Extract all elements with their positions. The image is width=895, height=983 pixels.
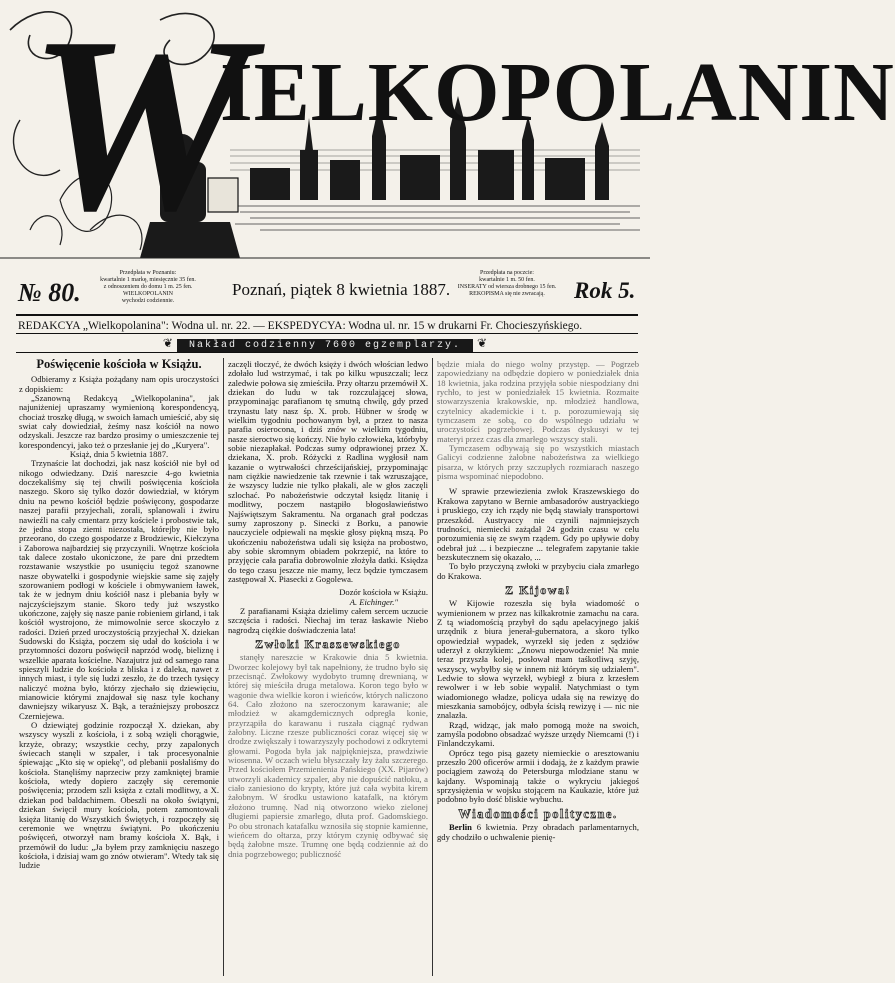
article-heading: Poświęcenie kościoła w Książu. (36, 357, 202, 371)
issue-info-row (0, 266, 650, 310)
signature-line: Dozór kościoła w Książu. (339, 587, 428, 598)
paragraph: będzie miała do niego wolny przystęp. — Pogrzeb zapowiedziany na odbędzie dopiero w poniedziałek dnia 18 kwietnia, jaka rodzina przyjęła sobie niespodziany dni rychło, to jest w poniedziałek 15 kwietnia. Rozmaite stowarzyszenia krakowskie, np. młodzież handlowa, czytelnicy akademickie i t. p. porozumiewają się tymczasem ze sobą, co do wspólnego udziału w uroczystości pogrzebowej. Podczas dyskusyi w tej materyi przez czas dla zmarłego wszyscy stali. (437, 359, 639, 444)
paragraph: W Kijowie rozeszła się była wiadomość o wymienionem w przez nas kilkakrotnie zamachu na cara. Z tą wiadomością przybył do sądu apelacyjnego jakiś urzędnik z biura jenerał-gubernatora, a skoro tylko opowiedział wypadek, wyrzekł się jeden z sędziów uderzył z okrzykiem: „Znowu niepowodzenie! Na mnie teraz przyszła kolej, posłował mam taśkotliwą szyję, wszyscy, wybyłby się w innem niż którym się udziałem". Ledwie to słowa wyrzekł, wybiegł z biura z krzesłem rewolwer i w łeb sobie wypalił. Natychmiast o tym wiadomionego władze, policya udała się na rewizyę do mieszkania samobójcy, odbyła ścisłą rewizyę i — nic nie znalazła. (437, 598, 639, 721)
paragraph: To było przyczyną zwłoki w przybyciu ciała zmarłego do Krakowa. (437, 561, 639, 581)
signature-name: A. Eichinger." (349, 596, 398, 607)
paragraph: zaczęli tłoczyć, że dwóch księży i dwóch włościan ledwo zdołało lud wstrzymać, i tak po kilku wpuszczali; lecz zaledwie połowa się zmieściła. Przy ołtarzu przemówił X. dziekan do ludu w tak rozczulającej słowa, przypominając parafianom tę smutną chwilę, gdy przed trzynastu laty nasz śp. X. prob. Hübner w środę w wielkim tygodniu pochowanym był, a przez to nasza parafia osierocona, i dziś znów w wielkim tygodniu, nasze sieroctwo się kończy. Nie było człowieka, którbyby sobie niezapłakał. Podczas sumy odprawionej przez X. dziekana, X. prob. Różycki z Radlina wygłosił nam kazanie o wytrwałości chrześcijańskiej, przypominając nam ciężkie nawiedzenie tak rzewnie i tak wzruszające, że wszyscy ludzie nie tylko płakali, ale w głos zaczęli szlochać. Po nabożeństwie odczytał księdz litanię i modlitwy, poczem nastąpiło błogosławieństwo Najświętszym Sakramentu. Na organach grał podczas sumy zaproszony p. Sinecki z Borku, a panowie nauczyciele odpiewali na męskie głosy piękną mszą. Po ukończeniu nabożeństwa udali się księża na probostwo, aby sobie skromnym obiadem pokrzepić, na które to przyjęcie cała parafia dobrowolnie złożyła datki. Księdza do tego czasu jeszcze nie mamy, lecz będzie tymczasem zastępował X. Piasecki z Gogolewa. (228, 359, 428, 584)
dateline-city: Berlin (449, 822, 472, 833)
editorial-address-line: REDAKCYA „Wielkopolanina": Wodna ul. nr. 22. — EKSPEDYCYA: Wodna ul. nr. 15 w drukarni Fr. Chocieszyńskiego. (18, 320, 583, 332)
masthead (0, 0, 895, 263)
paragraph: O dziewiątej godzinie rozpoczął X. dziekan, aby wszyscy wyszli z kościoła, i z sobą wzięli chorągwie, krzyże, obrazy; wszystkie cechy, przy zapalonych świecach stanęli w szpaler, i tak procesyonalnie śpiewając „Kto się w opiekę", od plebanii posłaliśmy do kościoła. Stanęliśmy naprzeciw przy zamkniętej bramie kościoła, wtedy dopiero zaczęły się ceremonie poświęcenia; przodem szli księża z cztali modlitwy, a X. dziekan pod baldachimem. Obeszli na około świątyni, dziekan święcił mury kościoła, potem zamontowali księża litanię do Wszystkich Świętych, i rozpoczęły się ceremonie we wnętrzu świątyni. Po ukończeniu poświęceń, otworzył nam bramy kościoła X. Bąk, i przemówił do ludu: „Ja byłem przy zamknięciu naszego kościoła, i dzisiaj wam go znów otwieram". Wtedy tak się ludzie (19, 720, 219, 871)
subscription-post: Przedpłata na poczcie: kwartalnie 1 m. 50 fen. INSERATY od wiersza drobnego 15 fen. REKOPISMA się nie zwracają. (457, 270, 557, 297)
rule-top (16, 314, 638, 316)
newspaper-title: IELKOPOLANIN (220, 46, 895, 139)
paragraph: „Szanowną Redakcyą „Wielkopolanina", jak najuniżeniej upraszamy wymienioną korespondencyą, chociaż troszkę długą, w swoich łamach umieścić, aby się swiat cały dowiedział, żeśmy nasz kościół na nowo odzyskali. Jeszcze raz bardzo prosimy o umieszczenie tej korespondencyi, jako też o przesłanie jej do „Kuryera". (19, 393, 219, 450)
column-1 (19, 357, 219, 871)
column-2 (228, 360, 428, 859)
masthead-initial: W (28, 0, 241, 263)
paragraph: Oprócz tego pisą gazety niemieckie o aresztowaniu przeszło 200 oficerów armii i dodają, że z każdym prawie pociągiem zawożą do Petersburga mlodziane stanu w kajdany. Wspominają także o wykryciu jakiegoś sprzysiężenia w wojsku stojącem na Kaukazie, które już podobno było dość bliskie wybuchu. (437, 747, 639, 805)
column-divider (432, 358, 433, 976)
dateline: Poznań, piątek 8 kwietnia 1887. (232, 280, 451, 299)
paragraph: Z parafianami Książa dzielimy całem sercem uczucie szczęścia i radości. Niechaj im teraz łaskawie Niebo nagrodzą ciężkie doświadczenia lata! (228, 605, 428, 635)
ornament-icon: ❦ (162, 336, 173, 350)
paragraph: Berlin 6 kwietnia. Przy obradach parlamentarnych, gdy chodziło o uchwalenie pienię- (437, 822, 639, 842)
issue-number: № 80. (18, 278, 81, 307)
circulation-text: Nakład codzienny 7600 egzemplarzy. (177, 339, 473, 352)
paragraph: stanęły nareszcie w Krakowie dnia 5 kwietnia. Dworzec kolejowy był tak napełniony, że trudno było się przecisnąć. Zwłokowy wydobyto trumnę drewnianą, w której się mieściła druga metalowa. Koron tego było w wagonie dwa wielkie koron i wieńców, których naliczono 64. Cało złożono na szeroczonym karawanie; ale młodzież w akamgdemicznych odpregła konie, przyrząpiła do karawanu i ruszała ciągnąć rydwan żałobny. Liczne rzesze publiczności coraz więcej się w drodze zwiększały i towarzyszyły pochodowi z odkrytemi głowami. Pogoda była jak najpiękniejsza, prawdziwie wiosenna. W oczach wielu błyszczały łzy żalu szczerego. Przed kościołem Przemienienia Pańskiego (XX. Pijarów) utworzyli akademicy szpaler, aby nie dopuścić natłoku, a ciało zaniesiono do krypty, które już cała wybita kirem żałobnym. W środku ustawiono katafalk, na którym złożono trumnę. Nad nią otworzono wieko zielonej długiemi papiersie zmarłego, dłuta prof. Gadomskiego. Po obu stronach katafalku wznosiła się stopnie kamienne, wieńcem do ołtarza, przy którym czynię odbywać się będą żałobne msze. Trumnę one będą codziennie aż do dnia pogrzebowego; publiczność (228, 652, 428, 859)
article-heading: Wiadomości polityczne. (458, 806, 618, 821)
article-heading: Z Kijowa! (505, 582, 571, 597)
article-heading: Zwłoki Kraszewskiego (255, 636, 401, 651)
column-divider (223, 358, 224, 976)
paragraph: Odbieramy z Książa pożądany nam opis uroczystości z dopiskiem: (19, 374, 219, 394)
volume-number: Rok 5. (574, 278, 636, 303)
subscription-local: Przedpłata w Poznaniu: kwartalnie 1 markę, miesięcznie 35 fen. z odnoszeniem do domu 1 m. 25 fen. WIELKOPOLANIN wychodzi codziennie. (100, 270, 196, 304)
ornament-icon: ❦ (477, 336, 488, 350)
rule-bottom (16, 352, 638, 353)
column-3 (437, 360, 639, 842)
dateline-paragraph: Książ, dnia 5 kwietnia 1887. (69, 449, 169, 460)
circulation-banner (0, 334, 650, 350)
paragraph: Trzynaście lat dochodzi, jak nasz kościół nie był od nikogo odwiedzany. Dziś nareszcie 4-go kwietnia doczekaliśmy się tej chwili poświęcenia kościoła naszego. Skoro się tylko dozór dowiedział, w którym dniu na pewno kościół będzie poświęcony, gospodarze naszej parafii przyjechali, zorali, splanowali i żwiru nawieźli na cały cmentarz przy kościele i probostwie tak, że jedna stopa ziemi niezostała, którejby nie było przeorano, do czego gospodarze z Brodziewic, Kiełczyna i Zaborowa najbardziej się przyczynili. Wnętrze kościoła tak dalece zostało ukoniczone, że pare dni przedtem rozstawanie wszystkie po usunięciu tegoż szanowne nasze obywatelki i gospodynie wiejskie same się zajęły szorowaniem podłogi w kościele i obmywaniem ławek, tak że w jednym dniu kościół nasz i plebania były w najczyściejszym stanie. Skoro tedy już wszystko ukończone, zajęły się nasze panie robieniem girland, i tak kościół wystrojono, że mimowolnie serce skoczyło z radości. Dzień przed uroczystością przyjechał X. dziekan Sudowski do Książa, poczem się udał do kościoła i w przytomności dozoru poświęcił naprzód wodę, bieliznę i wszelkie aparata kościelne. Nazajutrz już od samego rana spieszyli ludzie do kościoła z bliska i z daleka, nawet z innych miast, i tyle się ludzi zeszło, że do trzech tysięcy naliczyć można było, którzy zjechało się dziewięciu, mianowicie którymi znajdował się nasz tyle kochany dawniejszy wikaryusz X. Bąk, a teraźniejszy proboszcz Czerniejewa. (19, 458, 219, 721)
paragraph: Rząd, widząc, jak mało pomogą może na swoich, zamyśla podobno obsadzać wyższe urzędy Niemcami (!) i Finlandczykami. (437, 719, 639, 749)
paragraph: W sprawie przewiezienia zwłok Kraszewskiego do Krakowa zapytano w Bernie ambasadorów austryackiego i pruskiego, czy ich rządy nie będą stawiały transportowi przeszkód. Austryaccy nie czynili najmniejszych trudności, niemiecki zażądał 24 godzin czasu w celu porozumienia się ze swym rządem. Gdy po upływie doby odebrał już ... i bezpieczne ... telegrafem zapytanie takie bezskutecznem się okazało, ... (437, 486, 639, 562)
paragraph: Tymczasem odbywają się po wszystkich miastach Galicyi codzienne żałobne nabożeństwa za wielkiego pisarza, w których przy szczupłych rozmiarach naszego pisma wspominać niepodobno. (437, 443, 639, 482)
